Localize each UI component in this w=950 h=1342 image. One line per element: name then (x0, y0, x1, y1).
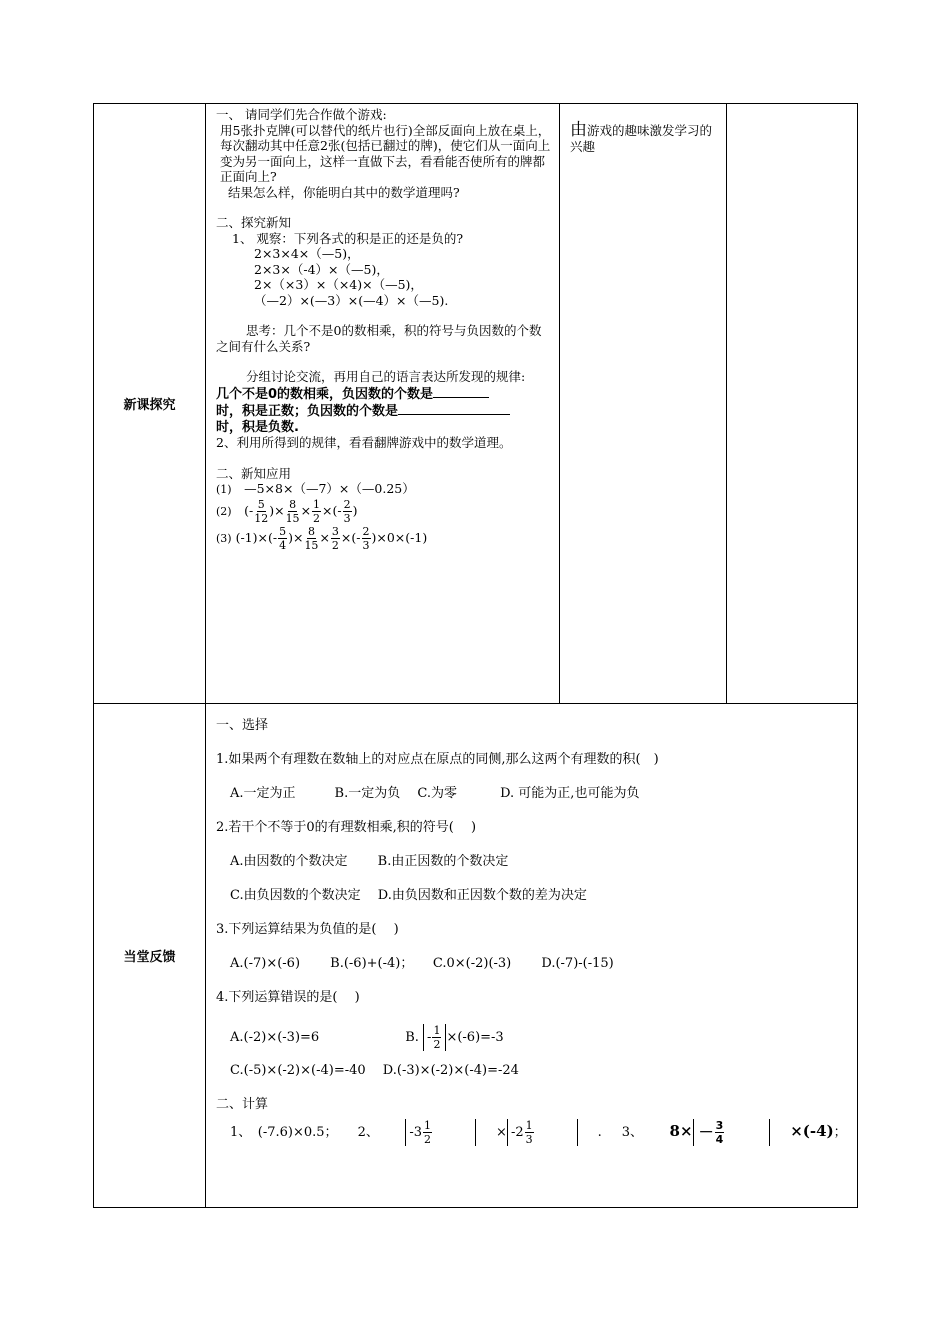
fraction: $\frac{5}{12}$ (254, 497, 269, 525)
rule-part-a: 几个不是0的数相乘，负因数的个数是 (216, 386, 434, 402)
game-heading: 一、 请同学们先合作做个游戏: (216, 107, 387, 122)
question-2-options-2: C.由负因数的个数决定 D.由负因数和正因数个数的差为决定 (230, 888, 587, 903)
expr-4: （—2）×(—3）×(—4）×（—5). (254, 292, 449, 308)
expr-1: 2×3×4×（—5)， (254, 246, 360, 261)
game-body: 用5张扑克牌(可以替代的纸片也行)全部反面向上放在桌上，每次翻动其中任意2张(包括已翻过的牌)，使它们从一面向上变为另一面向上，这样一直做下去，看看能否使所有的牌都正面向上? (220, 122, 551, 184)
expr-2: 2×3×（-4）×（—5)， (254, 261, 389, 277)
application-heading: 二、新知应用 (216, 465, 292, 481)
question-3: 3.下列运算结果为负值的是( ) (216, 922, 399, 937)
fraction: $\frac{2}{3}$ (362, 524, 370, 552)
think-text: 思考：几个不是0的数相乘，积的符号与负因数的个数之间有什么关系? (216, 323, 542, 354)
section-label-feedback: 当堂反馈 (94, 704, 206, 1208)
rule-line-2 (216, 402, 551, 420)
fraction: $\frac{2}{3}$ (343, 497, 351, 525)
question-2: 2.若干个不等于0的有理数相乘,积的符号( ) (216, 820, 477, 835)
application-expr-2: (2) (- $\frac{5}{12}$ )× $\frac{8}{15}$ × $\frac{1}{2}$ ×(- $\frac{2}{3}$ ) (216, 497, 358, 525)
rule-part-c: 时，积是负数. (216, 419, 299, 435)
fraction: $\frac{3}{2}$ (331, 524, 339, 552)
rule-part-b: 时，积是正数；负因数的个数是 (216, 404, 399, 419)
option-b-label: B. (405, 1030, 419, 1045)
game-question: 结果怎么样，你能明白其中的数学道理吗? (228, 184, 460, 200)
fraction: $\frac{1}{2}$ (313, 497, 321, 525)
calc-2-label: 2、 (357, 1125, 373, 1140)
fraction: $\frac{8}{15}$ (304, 524, 319, 552)
blank-even[interactable] (433, 385, 489, 398)
calc-problems (230, 1119, 849, 1146)
option-b-tail: ×(-6)=-3 (446, 1030, 504, 1045)
discuss-text: 分组讨论交流，再用自己的语言表达所发现的规律: (246, 369, 526, 384)
calc-1: 1、 (-7.6)×0.5； (230, 1125, 338, 1140)
expr-3: 2×（×3）×（×4)×（—5)， (254, 277, 423, 292)
question-3-options: A.(-7)×(-6) B.(-6)+(-4)； C.0×(-2)(-3) D.(-7)-(-15) (230, 956, 614, 971)
feedback-content (206, 704, 858, 1208)
fraction: $\frac{8}{15}$ (285, 497, 300, 525)
option-a: A.(-2)×(-3)=6 (230, 1030, 320, 1045)
section-label-new-lesson: 新课探究 (94, 104, 206, 704)
intent-first-char: 由 (570, 120, 587, 140)
expr-text: —5×8×（—7）×（—0.25） (244, 481, 415, 496)
application-expr-1 (216, 481, 551, 498)
question-4: 4.下列运算错误的是( ) (216, 990, 360, 1005)
section-new-lesson-row (94, 104, 858, 704)
apply-text: 2、利用所得到的规律，看看翻牌游戏中的数学道理。 (216, 435, 512, 450)
blank-odd[interactable] (398, 402, 510, 415)
question-2-options-1: A.由因数的个数决定 B.由正因数的个数决定 (230, 854, 509, 869)
question-1: 1.如果两个有理数在数轴上的对应点在原点的同侧,那么这两个有理数的积( ) (216, 752, 659, 767)
new-lesson-content (206, 104, 560, 704)
abs-bracket: - $\frac{1}{2}$ (423, 1024, 446, 1051)
fraction: $\frac{5}{4}$ (279, 524, 287, 552)
section-feedback-row (94, 704, 858, 1208)
notes-cell (727, 104, 858, 704)
calc-3-label: 3、 (621, 1125, 637, 1140)
question-1-options: A.一定为正 B.一定为负 C.为零 D. 可能为正,也可能为负 (230, 786, 640, 801)
observe-text: 1、 观察：下列各式的积是正的还是负的? (232, 230, 464, 246)
question-4-options-ab (230, 1024, 849, 1051)
calc-3: 3、 8× － $\frac{3}{4}$ ×(-4)； (621, 1119, 847, 1146)
calc-heading: 二、计算 (216, 1097, 269, 1112)
explore-heading: 二、探究新知 (216, 215, 292, 230)
calc-2: 2、 -3 $\frac{1}{2}$ × -2 $\frac{1}{3}$ . (357, 1119, 602, 1146)
lesson-table (93, 103, 858, 1208)
application-expr-3: (3) (-1)×(- $\frac{5}{4}$ )× $\frac{8}{15}$ × $\frac{3}{2}$ ×(- $\frac{2}{3}$ )×0×(-1) (216, 524, 428, 552)
intent-text: 游戏的趣味激发学习的兴趣 (570, 123, 713, 154)
question-4-options-cd: C.(-5)×(-2)×(-4)=-40 D.(-3)×(-2)×(-4)=-24 (230, 1063, 519, 1078)
choice-heading: 一、选择 (216, 718, 269, 733)
item-number: (1) (216, 483, 232, 496)
item-number: (3) (216, 531, 232, 545)
item-number: (2) (216, 504, 232, 518)
rule-line-1 (216, 385, 551, 403)
design-intent (560, 104, 727, 704)
